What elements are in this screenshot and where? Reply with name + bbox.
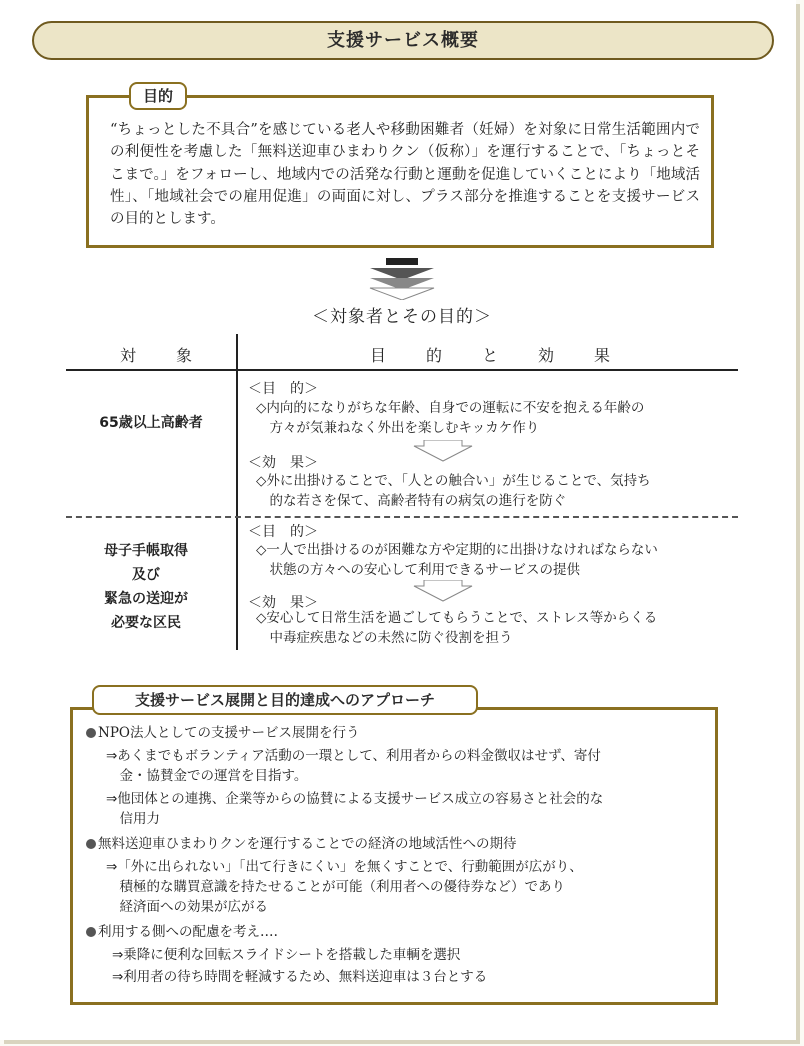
row1-purpose-line: ◇内向的になりがちな年齢、自身での運転に不安を抱える年齢の bbox=[256, 400, 645, 416]
approach-bullet-2 bbox=[86, 834, 517, 854]
row1-target bbox=[66, 412, 236, 432]
bullet-1-head: NPO法人としての支援サービス展開を行う bbox=[98, 725, 360, 741]
bullet-3-line: ⇒利用者の待ち時間を軽減するため、無料送迎車は３台とする bbox=[112, 969, 488, 985]
purpose-label-tag bbox=[129, 82, 187, 110]
purpose-text: “ちょっとした不具合”を感じている老人や移動困難者（妊婦）を対象に日常生活範囲内での利便性を考慮した「無料送迎車ひまわりクン（仮称）」を運行することで、「ちょっとそこまで。」をフォローし、地域内での活発な行動と運動を促進していくことにより「地域活性」、「地域社会での雇用促進」の両面に対し、プラス部分を推進することを支援サービスの目的とします。 bbox=[110, 122, 700, 228]
row2-effect-head: ＜効 果＞ bbox=[248, 595, 318, 611]
bullet-2-line: 経済面への効果が広がる bbox=[106, 899, 268, 915]
bullet-1-line: ⇒他団体との連携、企業等からの協賛による支援サービス成立の容易さと社会的な bbox=[106, 791, 604, 807]
approach-bullet-3 bbox=[86, 922, 278, 942]
row2-target-line: 母子手帳取得 bbox=[104, 543, 188, 559]
targets-heading: ＜対象者とその目的＞ bbox=[312, 307, 492, 327]
row2-target bbox=[66, 539, 226, 635]
row2-target-line: 必要な区民 bbox=[111, 615, 181, 631]
row2-effect-line: ◇安心して日常生活を過ごしてもらうことで、ストレス等からくる bbox=[256, 610, 658, 626]
row1-target-line: 65歳以上高齢者 bbox=[99, 415, 203, 431]
title-banner bbox=[32, 21, 774, 60]
row2-purpose-head: ＜目 的＞ bbox=[248, 524, 318, 540]
table-header-divider bbox=[66, 369, 738, 371]
approach-label-tag bbox=[92, 685, 478, 715]
row1-effect-line: ◇外に出掛けることで、「人との触合い」が生じることで、気持ち bbox=[256, 473, 651, 489]
row1-purpose-line: 方々が気兼ねなく外出を楽しむキッカケ作り bbox=[256, 420, 540, 436]
row2-purpose-line: 状態の方々への安心して利用できるサービスの提供 bbox=[256, 562, 580, 578]
row1-purpose-head: ＜目 的＞ bbox=[248, 381, 318, 397]
bullet-icon bbox=[86, 839, 96, 849]
bullet-1-line: 信用力 bbox=[106, 811, 160, 827]
page-title: 支援サービス概要 bbox=[327, 30, 479, 51]
row2-effect-line: 中毒症疾患などの未然に防ぐ役割を担う bbox=[256, 630, 513, 646]
row1-effect-head: ＜効 果＞ bbox=[248, 455, 318, 471]
row1-arrow-icon bbox=[412, 440, 474, 462]
row-divider bbox=[66, 516, 738, 518]
row2-arrow-icon bbox=[412, 580, 474, 602]
bullet-2-line: ⇒「外に出られない」「出て行きにくい」を無くすことで、行動範囲が広がり、 bbox=[106, 859, 583, 875]
table-header-target: 対 象 bbox=[120, 346, 205, 365]
row2-target-line: 緊急の送迎が bbox=[104, 591, 188, 607]
bullet-1-line: ⇒あくまでもボランティア活動の一環として、利用者からの料金徴収はせず、寄付 bbox=[106, 748, 601, 764]
bullet-icon bbox=[86, 728, 96, 738]
table-column-divider bbox=[236, 334, 238, 650]
down-arrow-icon bbox=[368, 258, 436, 300]
bullet-icon bbox=[86, 927, 96, 937]
bullet-3-line: ⇒乗降に便利な回転スライドシートを搭載した車輌を選択 bbox=[112, 947, 461, 963]
purpose-label: 目的 bbox=[142, 87, 173, 105]
approach-label: 支援サービス展開と目的達成へのアプローチ bbox=[134, 691, 435, 709]
bullet-2-line: 積極的な購買意識を持たせることが可能（利用者への優待券など）であり bbox=[106, 879, 565, 895]
row1-effect-line: 的な若さを保て、高齢者特有の病気の進行を防ぐ bbox=[256, 493, 567, 509]
table-header-purpose: 目 的 と 効 果 bbox=[370, 346, 623, 365]
bullet-2-head: 無料送迎車ひまわりクンを運行することでの経済の地域活性への期待 bbox=[98, 836, 517, 852]
row2-target-line: 及び bbox=[132, 567, 160, 583]
bullet-3-head: 利用する側への配慮を考え‥‥ bbox=[98, 924, 279, 940]
approach-bullet-1 bbox=[86, 723, 359, 743]
row2-purpose-line: ◇一人で出掛けるのが困難な方や定期的に出掛けなければならない bbox=[256, 542, 658, 558]
bullet-1-line: 金・協賛金での運営を目指す。 bbox=[106, 768, 308, 784]
